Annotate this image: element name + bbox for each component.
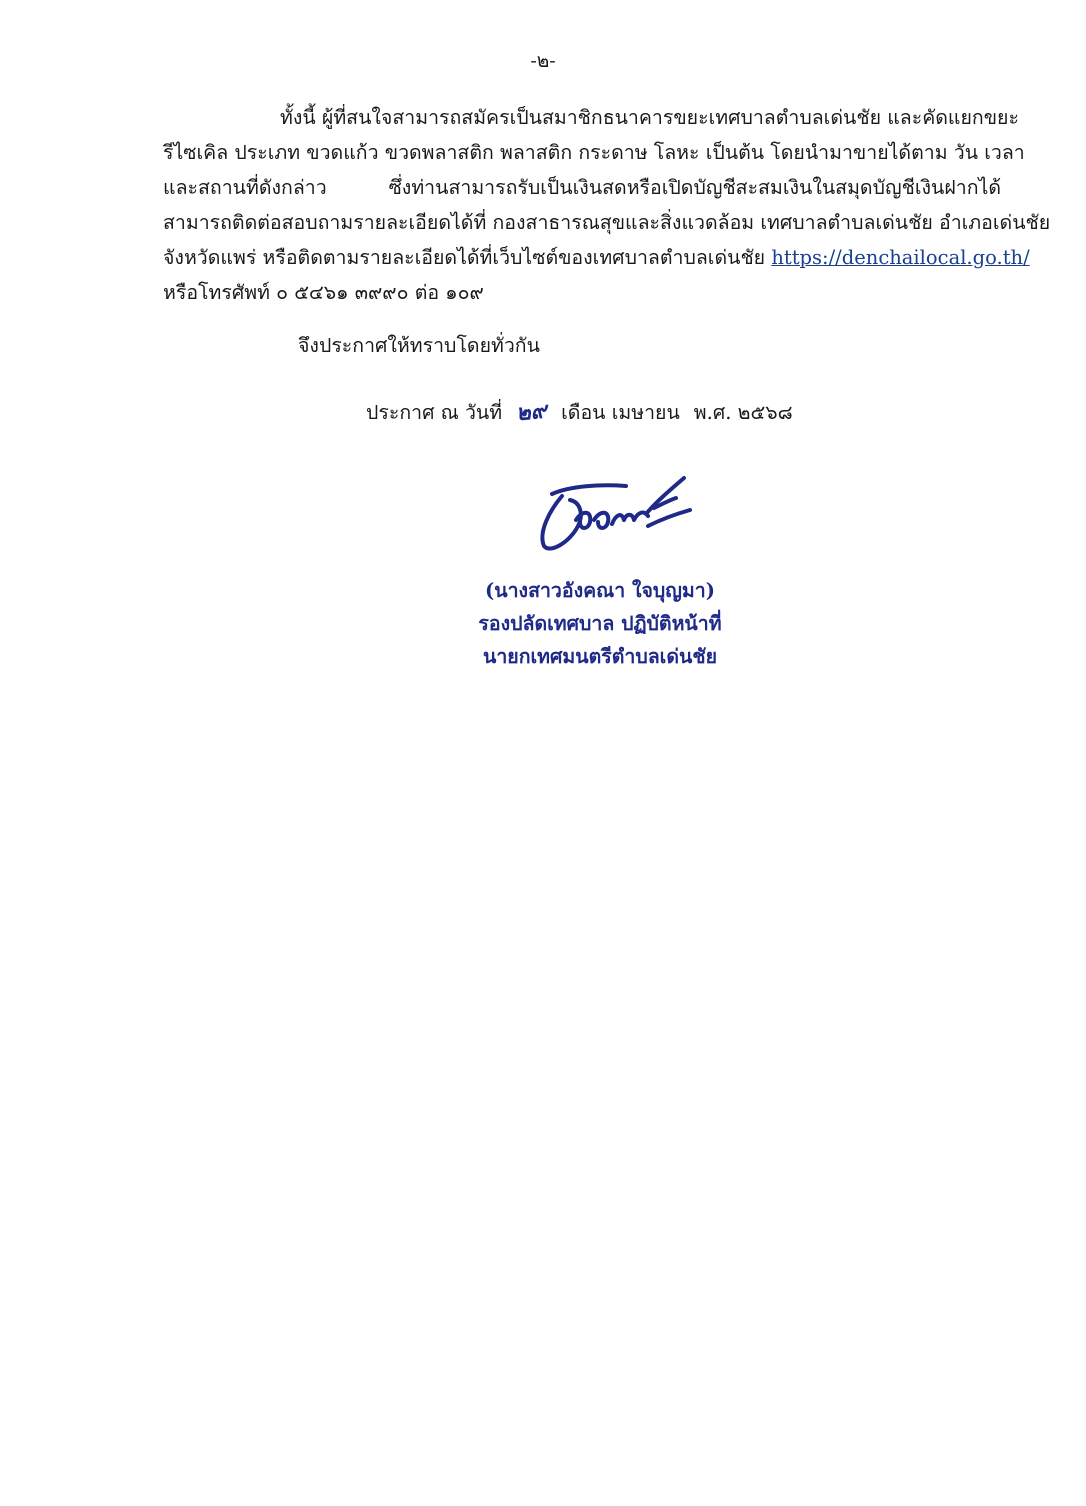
paragraph-line-2: รีไซเคิล ประเภท ขวดแก้ว ขวดพลาสติก พลาสติก กระดาษ โลหะ เป็นต้น โดยนำมาขายได้ตาม วัน เวลา [163,141,1025,164]
date-month: เดือน เมษายน [561,401,680,424]
announcement-paragraph [163,100,1051,310]
signer-acting-title: นายกเทศมนตรีตำบลเด่นชัย [483,645,717,668]
paragraph-line-3: และสถานที่ดังกล่าว ซึ่งท่านสามารถรับเป็นเงินสดหรือเปิดบัญชีสะสมเงินในสมุดบัญชีเงินฝากได้ [163,176,1001,199]
date-prefix: ประกาศ ณ วันที่ [366,401,503,424]
website-link[interactable]: https://denchailocal.go.th/ [771,246,1030,269]
signer-position: รองปลัดเทศบาล ปฏิบัติหน้าที่ [478,612,722,635]
announcement-date [366,394,793,429]
paragraph-line-4: สามารถติดต่อสอบถามรายละเอียดได้ที่ กองสาธารณสุขและสิ่งแวดล้อม เทศบาลตำบลเด่นชัย อำเภอเด่นชัย [163,211,1051,234]
date-year: พ.ศ. ๒๕๖๘ [693,401,793,424]
paragraph-line-6: หรือโทรศัพท์ ๐ ๕๔๖๑ ๓๙๙๐ ต่อ ๑๐๙ [163,281,484,304]
paragraph-line-5 [163,240,1030,275]
signer-name: (นางสาวอังคณา ใจบุญมา) [485,579,715,602]
date-day-handwritten: ๒๙ [515,398,549,427]
paragraph-line-5-text: จังหวัดแพร่ หรือติดตามรายละเอียดได้ที่เว็บไซต์ของเทศบาลตำบลเด่นชัย [163,246,772,269]
page-number: -๒- [530,50,556,72]
paragraph-line-1: ทั้งนี้ ผู้ที่สนใจสามารถสมัครเป็นสมาชิกธนาคารขยะเทศบาลตำบลเด่นชัย และคัดแยกขยะ [280,106,1019,129]
handwritten-signature [530,470,700,560]
closing-statement: จึงประกาศให้ทราบโดยทั่วกัน [298,334,540,357]
signer-block [400,574,800,673]
